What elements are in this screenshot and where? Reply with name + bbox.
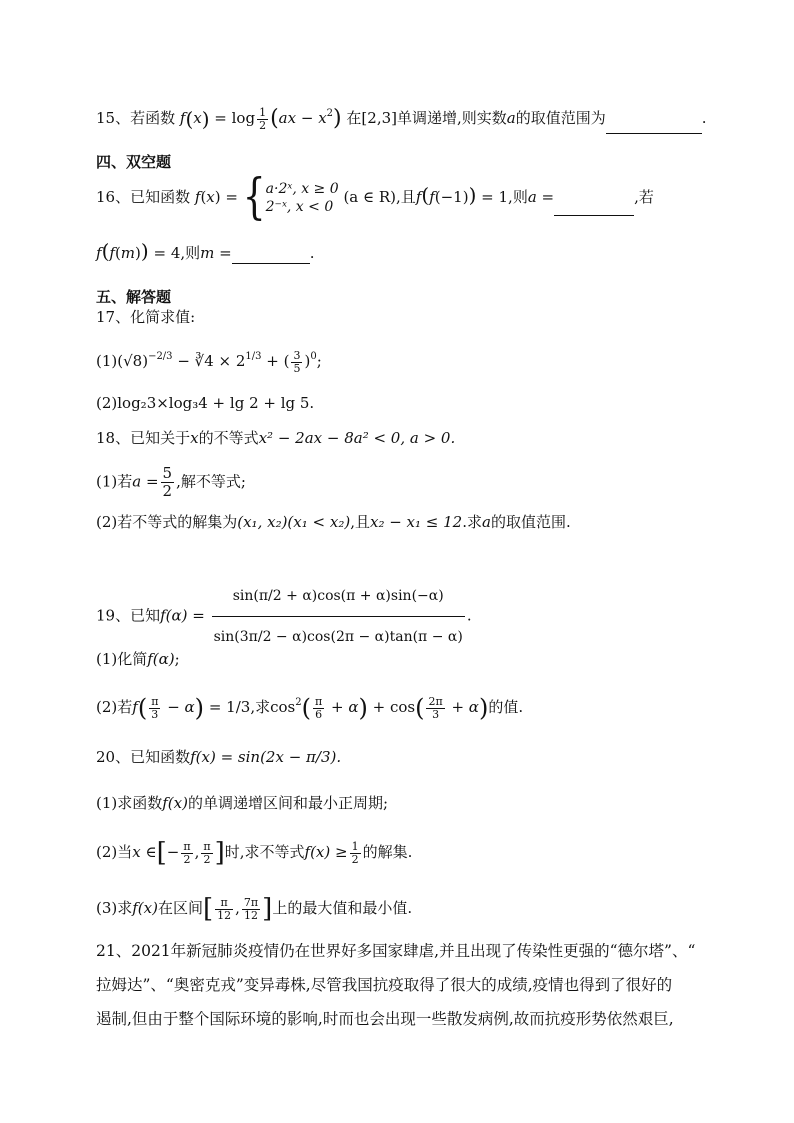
q16-answer-blank-m[interactable] xyxy=(232,247,310,264)
q15-label: 15、若函数 xyxy=(96,109,176,127)
q16-cond: (a ∈ R) xyxy=(343,188,397,206)
q15-function: f xyxy=(179,109,186,127)
question-19-part1: (1)化简f(α); xyxy=(96,650,180,668)
q15-log-base: $\frac{1}{2}$ xyxy=(259,105,267,132)
question-20: 20、已知函数f(x) = sin(2x − π/3). xyxy=(96,748,342,766)
section-heading-4: 四、双空题 xyxy=(96,153,172,171)
q19-fraction: $\frac{\sin(\pi/2 + \alpha)\cos(\pi + \alpha)\sin(-\alpha)}{\sin(3\pi/2 - \alpha)\cos(2\pi - \alpha)\tan(\pi - \alpha)}$ xyxy=(212,576,465,657)
q15-var: a xyxy=(506,109,516,127)
section-heading-5: 五、解答题 xyxy=(96,288,172,306)
question-20-part1: (1)求函数f(x)的单调递增区间和最小正周期; xyxy=(96,794,389,812)
question-16: 16、已知函数 f(x) = { a·2ˣ, x ≥ 0 2⁻ˣ, x < 0 (a ∈ R),且f(f(−1)) = 1,则a = ,若 xyxy=(96,169,654,225)
question-17-part1: $(1)(√8)^{-2/3}$ − ∛4 × $2^{1/3}$ + ( $\frac{3}{5}$ )$^0$; xyxy=(96,348,322,375)
q15-text2: 的取值范围为 xyxy=(515,109,606,127)
q16-brace: { xyxy=(242,169,266,225)
q16-piecewise: a·2ˣ, x ≥ 0 2⁻ˣ, x < 0 xyxy=(265,181,339,215)
q15-text: 单调递增,则实数 xyxy=(396,109,507,127)
q15-mid: 在 xyxy=(346,109,362,127)
question-18-part2: (2)若不等式的解集为(x₁, x₂)(x₁ < x₂),且x₂ − x₁ ≤ 12.求a的取值范围. xyxy=(96,513,571,531)
question-19-part2: (2)若f( $\frac{\pi}{3}$ − α) = 1/3,求$\cos^2$( $\frac{\pi}{6}$ + α) + cos( $\frac{2\pi}{3}$ + α)的值. xyxy=(96,694,524,722)
question-21: 21、2021年新冠肺炎疫情仍在世界好多国家肆虐,并且出现了传染性更强的“德尔塔”、“ 拉姆达”、“奥密克戎”变异毒株,尽管我国抗疫取得了很大的成绩,疫情也得到了很好的 遏制,但由于整个国际环境的影响,时而也会出现一些散发病例,故而抗疫形势依然艰巨, xyxy=(96,942,696,1028)
question-17: 17、化简求值: xyxy=(96,308,196,326)
question-15: 15、若函数 f(x) = log $\frac{1}{2}$ $(ax - x^2)$ 在[2,3]单调递增,则实数a的取值范围为 . xyxy=(96,103,707,134)
q15-interval: [2,3] xyxy=(361,109,397,127)
q15-answer-blank[interactable] xyxy=(606,117,702,134)
question-20-part3: (3)求f(x)在区间[ $\frac{\pi}{12}$ , $\frac{7\pi}{12}$ ]上的最大值和最小值. xyxy=(96,894,413,924)
q16-label: 16、已知函数 xyxy=(96,188,191,206)
question-18-part1: (1)若a = $\frac{5}{2}$ ,解不等式; xyxy=(96,464,246,500)
q16-answer-blank-a[interactable] xyxy=(554,199,634,216)
question-20-part2: (2)当x ∈[− $\frac{\pi}{2}$ , $\frac{\pi}{2}$ ]时,求不等式f(x) ≥ $\frac{1}{2}$ 的解集. xyxy=(96,838,413,868)
question-19: 19、已知f(α) = $\frac{\sin(\pi/2 + \alpha)\cos(\pi + \alpha)\sin(-\alpha)}{\sin(3\pi/2 - \alpha)\cos(2\pi - \alpha)\tan(\pi - \alpha)}$ . xyxy=(96,576,472,657)
question-18: 18、已知关于x的不等式x² − 2ax − 8a² < 0, a > 0. xyxy=(96,429,456,447)
question-17-part2: (2)log₂3×log₃4 + lg 2 + lg 5. xyxy=(96,394,315,412)
question-16-line2: f(f(m)) = 4,则m = . xyxy=(96,239,315,263)
